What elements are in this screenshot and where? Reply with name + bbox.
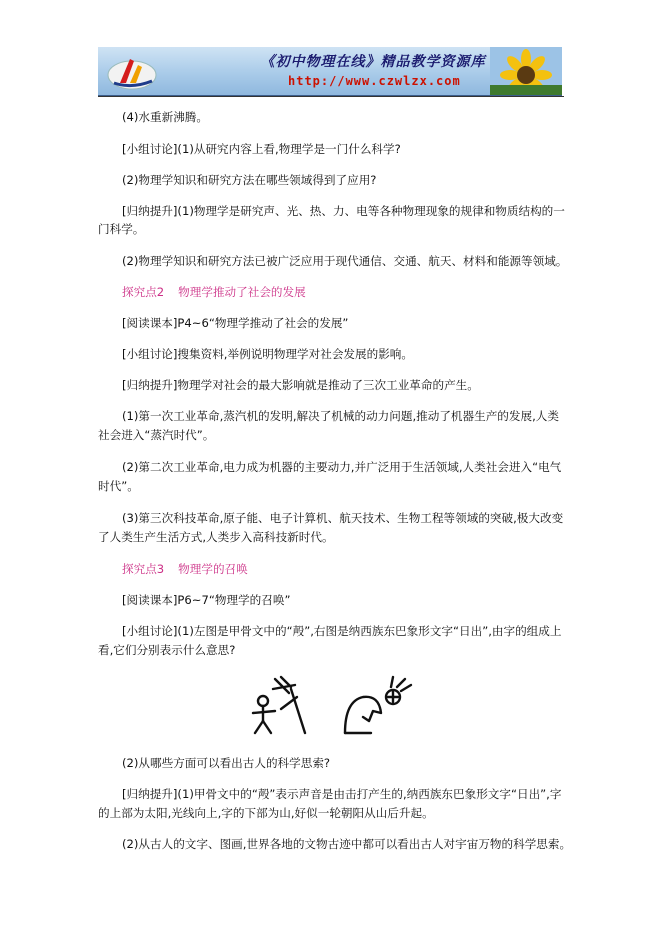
text-line: [归纳提升](1)甲骨文中的“殸”表示声音是由击打产生的,纳西族东巴象形文字“日出”,字 — [122, 787, 562, 801]
text-line: [小组讨论](1)从研究内容上看,物理学是一门什么科学? — [122, 142, 401, 156]
text-line: 社会进入“蒸汽时代”。 — [98, 428, 215, 442]
text-line: 时代”。 — [98, 479, 139, 493]
banner-url[interactable]: http://www.czwlzx.com — [288, 74, 461, 88]
ancient-characters-figure — [245, 675, 415, 737]
oracle-bone-character-icon — [253, 677, 305, 733]
text-line: 门科学。 — [98, 222, 145, 236]
logo-icon — [106, 53, 158, 91]
text-line: (4)水重新沸腾。 — [122, 110, 208, 124]
text-line: (3)第三次科技革命,原子能、电子计算机、航天技术、生物工程等领域的突破,极大改变 — [122, 511, 564, 525]
dongba-sunrise-icon — [345, 677, 411, 733]
heading-label: 探究点2 — [122, 285, 165, 299]
text-line: (2)物理学知识和研究方法已被广泛应用于现代通信、交通、航天、材料和能源等领域。 — [122, 254, 568, 268]
text-line: (2)物理学知识和研究方法在哪些领域得到了应用? — [122, 173, 377, 187]
text-line: 的上部为太阳,光线向上,字的下部为山,好似一轮朝阳从山后升起。 — [98, 806, 434, 820]
text-line: (2)第二次工业革命,电力成为机器的主要动力,并广泛用于生活领域,人类社会进入“电气 — [122, 460, 562, 474]
header-banner — [98, 47, 562, 97]
section-heading — [122, 284, 306, 300]
text-line: [阅读课本]P6~7“物理学的召唤” — [122, 593, 291, 607]
heading-title: 物理学的召唤 — [178, 562, 248, 576]
heading-label: 探究点3 — [122, 562, 165, 576]
banner-title: 《初中物理在线》精品教学资源库 — [260, 54, 486, 70]
heading-title: 物理学推动了社会的发展 — [178, 285, 306, 299]
sunflower-icon — [490, 47, 562, 95]
text-line: (2)从古人的文字、图画,世界各地的文物古迹中都可以看出古人对宇宙万物的科学思索。 — [122, 837, 572, 851]
text-line: 了人类生产生活方式,人类步入高科技新时代。 — [98, 530, 334, 544]
header-rule — [98, 96, 564, 97]
text-line: [归纳提升](1)物理学是研究声、光、热、力、电等各种物理现象的规律和物质结构的一 — [122, 204, 565, 218]
text-line: (2)从哪些方面可以看出古人的科学思索? — [122, 756, 331, 770]
text-line: (1)第一次工业革命,蒸汽机的发明,解决了机械的动力问题,推动了机器生产的发展,人类 — [122, 409, 559, 423]
text-line: [阅读课本]P4~6“物理学推动了社会的发展” — [122, 316, 349, 330]
text-line: [归纳提升]物理学对社会的最大影响就是推动了三次工业革命的产生。 — [122, 378, 479, 392]
section-heading — [122, 561, 248, 577]
text-line: [小组讨论](1)左图是甲骨文中的“殸”,右图是纳西族东巴象形文字“日出”,由字的组成上 — [122, 624, 562, 638]
text-line: [小组讨论]搜集资料,举例说明物理学对社会发展的影响。 — [122, 347, 413, 361]
text-line: 看,它们分别表示什么意思? — [98, 643, 236, 657]
